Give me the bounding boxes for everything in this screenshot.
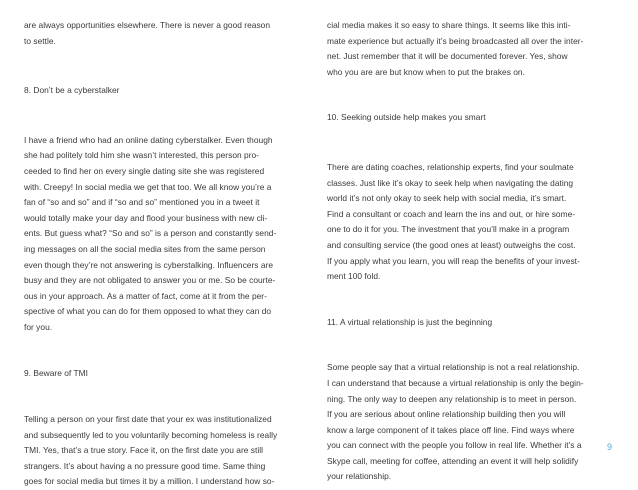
section-9-body: Telling a person on your first date that your ex was institutionalized and subsequently led to you voluntarily becoming homeless is really TMI. Yes, that’s a true story. Face it, on the first date you are still strangers. It’s about having a no pressure good time. Same thing goes for social media but times it by a million. I understand how so- — [24, 414, 278, 487]
section-8-heading: 8. Don’t be a cyberstalker — [24, 85, 120, 96]
section-11-body: Some people say that a virtual relationship is not a real relationship. I can understand that because a virtual relationship is only the begin- ning. The only way to deepen any relationship is to meet in person. If you are serious about online relationship building then you will know a large component of it takes place off line. Find ways where you can connect with the people you follow in real life. Whether it’s a Skype call, meeting for coffee, attending an event it will help solidify your relationship. — [327, 362, 584, 482]
right-intro-paragraph: cial media makes it so easy to share things. It seems like this inti- mate experience but actually it’s being broadcasted all over the inter- net. Just remember that it will be documented forever. Yes, show who you are are but know when to put the brakes on. — [327, 20, 584, 77]
left-intro-paragraph: are always opportunities elsewhere. There is never a good reason to settle. — [24, 20, 271, 46]
left-column — [24, 18, 305, 490]
right-column — [327, 18, 617, 485]
page-number: 9 — [606, 442, 612, 452]
section-8-body: I have a friend who had an online dating cyberstalker. Even though she had politely told him she wasn’t interested, this person pro- ceeded to find her on every single dating site she was registered with. Creepy! In social media we get that too. We all know you’re a fan of “so and so” and if “so and so” mentioned you in a tweet it would totally make your day and flood your business with new cli- ents. But guess what? “So and so” is a person and constantly send- ing messages on all the social media sites from the same person even though they’re not answering is cyberstalking. Influencers are busy and they are not obligated to answer you or me. So be courte- ous in your approach. As a matter of fact, come at it from the per- spective of what you can do for them opposed to what they can do for you. — [24, 134, 277, 332]
section-9-heading: 9. Beware of TMI — [24, 367, 88, 378]
section-11-heading: 11. A virtual relationship is just the beginning — [327, 316, 493, 327]
section-10-heading: 10. Seeking outside help makes you smart — [327, 112, 486, 123]
section-10-body: There are dating coaches, relationship experts, find your soulmate classes. Just like it’s okay to seek help when navigating the dating world it’s not only okay to seek help with social media, it’s smart. Find a consultant or coach and learn the ins and out, or hire some- one to do it for you. The investment that you’ll make in a program and consulting service (the good ones at least) outweighs the cost. If you apply what you learn, you will reap the benefits of your invest- ment 100 fold. — [327, 161, 580, 282]
